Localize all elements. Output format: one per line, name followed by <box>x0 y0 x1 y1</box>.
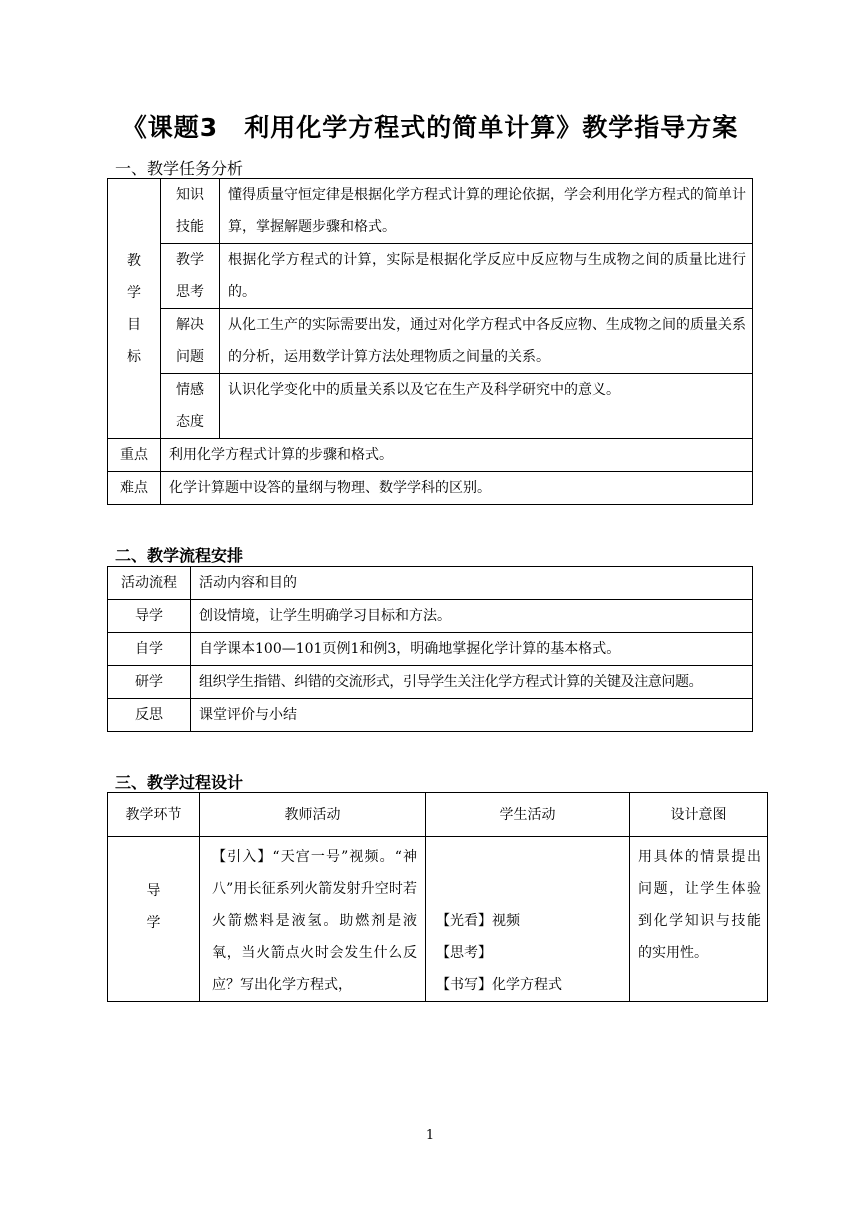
section2-heading: 二、教学流程安排 <box>115 546 244 565</box>
goal-content: 从化工生产的实际需要出发，通过对化学方程式中各反应物、生成物之间的质量关系的分析，运用数学计算方法处理物质之间量的关系。 <box>220 309 753 374</box>
page-number: 1 <box>425 1128 435 1143</box>
flow-stage: 反思 <box>108 699 191 732</box>
flow-table <box>107 566 753 732</box>
page-title: 《课题3 利用化学方程式的简单计算》教学指导方案 <box>121 113 739 142</box>
goals-label: 教 学 目 标 <box>108 179 161 439</box>
difficulty-label: 难点 <box>108 472 161 505</box>
task-analysis-table <box>107 178 753 505</box>
goal-label: 情感 态度 <box>161 374 220 439</box>
process-header-stage: 教学环节 <box>108 793 200 837</box>
key-point-label: 重点 <box>108 439 161 472</box>
goal-label: 知识 技能 <box>161 179 220 244</box>
process-header-student: 学生活动 <box>426 793 630 837</box>
flow-header-stage: 活动流程 <box>108 567 191 600</box>
section3-heading: 三、教学过程设计 <box>115 773 244 792</box>
flow-stage: 导学 <box>108 600 191 633</box>
goal-label: 教学 思考 <box>161 244 220 309</box>
process-header-teacher: 教师活动 <box>200 793 426 837</box>
difficulty-content: 化学计算题中设答的量纲与物理、数学学科的区别。 <box>161 472 753 505</box>
flow-stage: 研学 <box>108 666 191 699</box>
flow-content: 自学课本100—101页例1和例3，明确地掌握化学计算的基本格式。 <box>191 633 753 666</box>
process-table <box>107 792 768 1002</box>
key-point-content: 利用化学方程式计算的步骤和格式。 <box>161 439 753 472</box>
student-activity: 【光看】视频 【思考】 【书写】化学方程式 <box>426 837 630 1002</box>
process-header-intent: 设计意图 <box>630 793 768 837</box>
flow-content: 课堂评价与小结 <box>191 699 753 732</box>
teacher-activity: 【引入】“天宫一号”视频。“神八”用长征系列火箭发射升空时若火箭燃料是液氢。助燃剂是液氧，当火箭点火时会发生什么反应？写出化学方程式， <box>200 837 426 1002</box>
flow-content: 创设情境，让学生明确学习目标和方法。 <box>191 600 753 633</box>
design-intent: 用具体的情景提出问题，让学生体验到化学知识与技能的实用性。 <box>630 837 768 1002</box>
goal-content: 根据化学方程式的计算，实际是根据化学反应中反应物与生成物之间的质量比进行的。 <box>220 244 753 309</box>
process-stage: 导 学 <box>108 837 200 1002</box>
goal-content: 认识化学变化中的质量关系以及它在生产及科学研究中的意义。 <box>220 374 753 439</box>
section1-heading: 一、教学任务分析 <box>115 159 244 178</box>
flow-content: 组织学生指错、纠错的交流形式，引导学生关注化学方程式计算的关键及注意问题。 <box>191 666 753 699</box>
flow-header-content: 活动内容和目的 <box>191 567 753 600</box>
goal-content: 懂得质量守恒定律是根据化学方程式计算的理论依据，学会利用化学方程式的简单计算，掌握解题步骤和格式。 <box>220 179 753 244</box>
goal-label: 解决 问题 <box>161 309 220 374</box>
flow-stage: 自学 <box>108 633 191 666</box>
